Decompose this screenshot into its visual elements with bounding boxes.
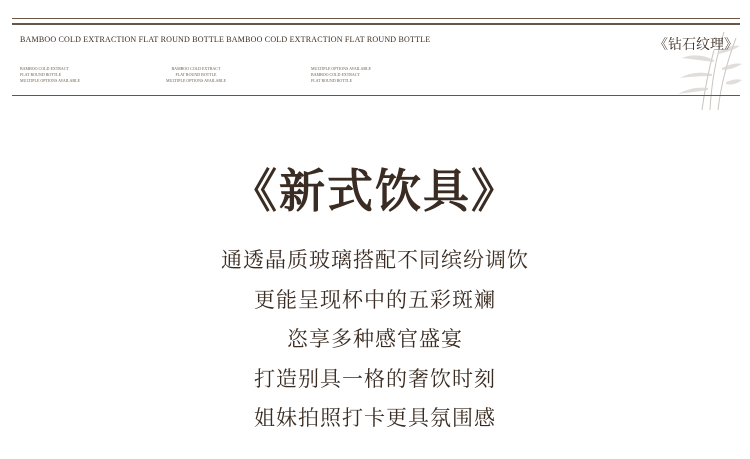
description-lines [0, 241, 750, 439]
main-title: 《新式饮具》 [231, 164, 519, 218]
top-rule-thick [12, 23, 740, 25]
header-mini-text-2: BAMBOO COLD EXTRACT FLAT ROUND BOTTLE MULTIPLE OPTIONS AVAILABLE [166, 66, 226, 83]
description-line: 姐妹拍照打卡更具氛围感 [254, 406, 496, 430]
header-bottom-rule [12, 95, 740, 96]
description-line: 通透晶质玻璃搭配不同缤纷调饮 [221, 248, 529, 272]
header-title: BAMBOO COLD EXTRACTION FLAT ROUND BOTTLE BAMBOO COLD EXTRACTION FLAT ROUND BOTTLE [20, 35, 431, 44]
description-line: 更能呈现杯中的五彩斑斓 [254, 287, 496, 312]
header-mini-text-3: MULTIPLE OPTIONS AVAILABLE BAMBOO COLD EXTRACT FLAT ROUND BOTTLE [311, 66, 371, 83]
header-mini-text-1: BAMBOO COLD EXTRACT FLAT ROUND BOTTLE MULTIPLE OPTIONS AVAILABLE [20, 66, 80, 83]
description-line: 打造别具一格的奢饮时刻 [254, 366, 496, 391]
description-line: 恣享多种感官盛宴 [287, 327, 463, 351]
top-rule [12, 18, 740, 19]
texture-badge: 《钻石纹理》 [654, 37, 738, 53]
